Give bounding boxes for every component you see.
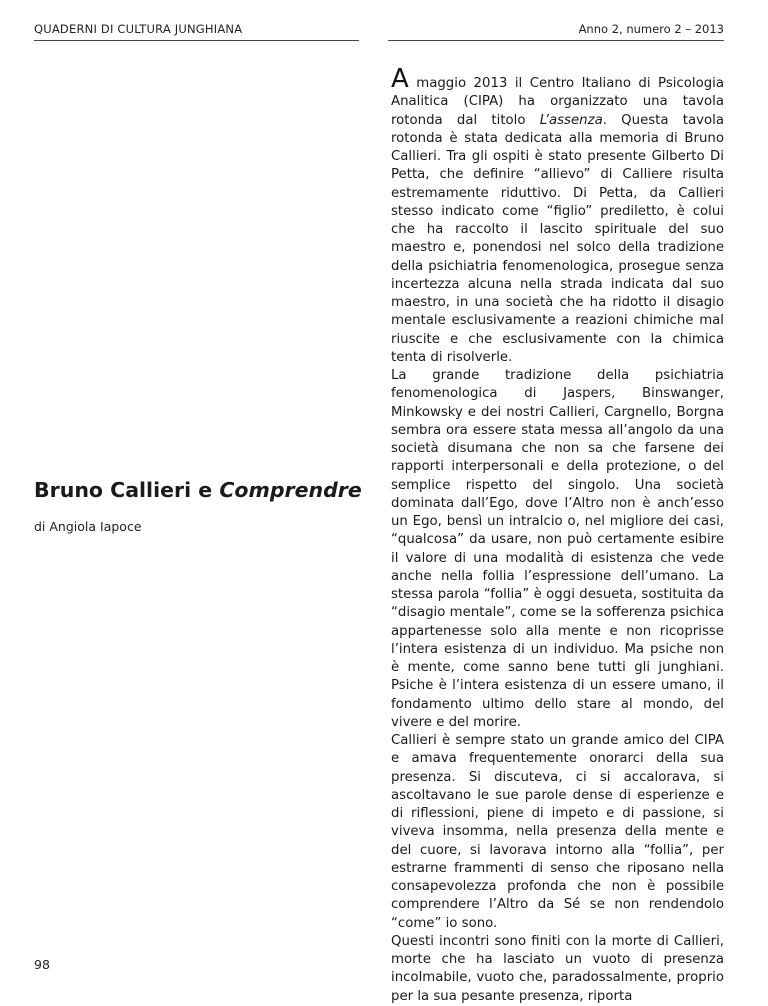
body-paragraph-4: Questi incontri sono finiti con la morte di Callieri, morte che ha lasciato un vuoto di presenza incolmabile, vuoto che, paradossalmente, proprio per la sua pesante presenza, riporta: [391, 933, 724, 1004]
article-title: [34, 478, 374, 502]
header-rule-right: [388, 40, 724, 41]
body-paragraph-1-text-b: . Questa tavola rotonda è stata dedicata alla memoria di Bruno Callieri. Tra gli ospiti è stato presente Gilberto Di Petta, che definire “allievo” di Calliere risulta estremamente riduttivo. Di Petta, da Callieri stesso indicato come “figlio” prediletto, è colui che ha raccolto il lascito spirituale del suo maestro e, ponendosi nel solco della tradizione della psichiatria fenomenologica, prosegue senza incertezza alcuna nella strada indicata dal suo maestro, in una società che ha ridotto il disagio mentale esclusivamente a reazioni chimiche mal riuscite e che esclusivamente con la chimica tenta di risolverle.: [391, 112, 724, 365]
article-body: [391, 64, 724, 1006]
article-author: di Angiola Iapoce: [34, 519, 142, 534]
drop-cap: A: [391, 64, 409, 94]
body-paragraph-1: [391, 64, 724, 367]
body-paragraph-2: La grande tradizione della psichiatria fenomenologica di Jaspers, Binswanger, Minkowsky e dei nostri Callieri, Cargnello, Borgna sembra ora essere stata messa all’angolo da una società disumana che non sa che farsene dei rapporti interpersonali e della protezione, o del semplice rispetto del singolo. Una società dominata dall’Ego, dove l’Altro non è anch’esso un Ego, bensì un intralcio o, nel migliore dei casi, “qualcosa” da usare, non può certamente esibire il valore di una modalità di esistenza che vede anche nella follia l’espressione dell’umano. La stessa parola “follia” è oggi desueta, sostituita da “disagio mentale”, come se la sofferenza psichica appartenesse solo alla mente e non ricoprisse l’intera esistenza di un individuo. Ma psiche non è mente, come sanno bene tutti gli junghiani. Psiche è l’intera esistenza di un essere umano, il fondamento ultimo dello stare al mondo, del vivere e del morire.: [391, 368, 724, 730]
header-rule-left: [34, 40, 359, 41]
running-head-issue: Anno 2, numero 2 – 2013: [578, 22, 724, 36]
article-title-italic: Comprendre: [219, 478, 362, 502]
body-paragraph-1-text-a: maggio 2013 il Centro Italiano di Psicologia Analitica (CIPA) ha organizzato una tavola rotonda dal titolo: [391, 76, 724, 128]
running-head-journal: QUADERNI DI CULTURA JUNGHIANA: [34, 22, 243, 36]
page-number: 98: [34, 957, 50, 972]
body-paragraph-1-italic: L’assenza: [539, 112, 603, 128]
body-paragraph-3: Callieri è sempre stato un grande amico del CIPA e amava frequentemente onorarci della sua presenza. Si discuteva, ci si accalorava, si ascoltavano le sue parole dense di esperienze e di riflessioni, piene di impeto e di passione, si viveva insomma, nella presenza della mente e del cuore, si lavorava intorno alla “follia”, per estrarne frammenti di senso che riposano nella consapevolezza profonda che non è possibile comprendere l’Altro da Sé se non rendendolo “come” io sono.: [391, 733, 724, 931]
article-title-plain: Bruno Callieri e: [34, 478, 220, 502]
